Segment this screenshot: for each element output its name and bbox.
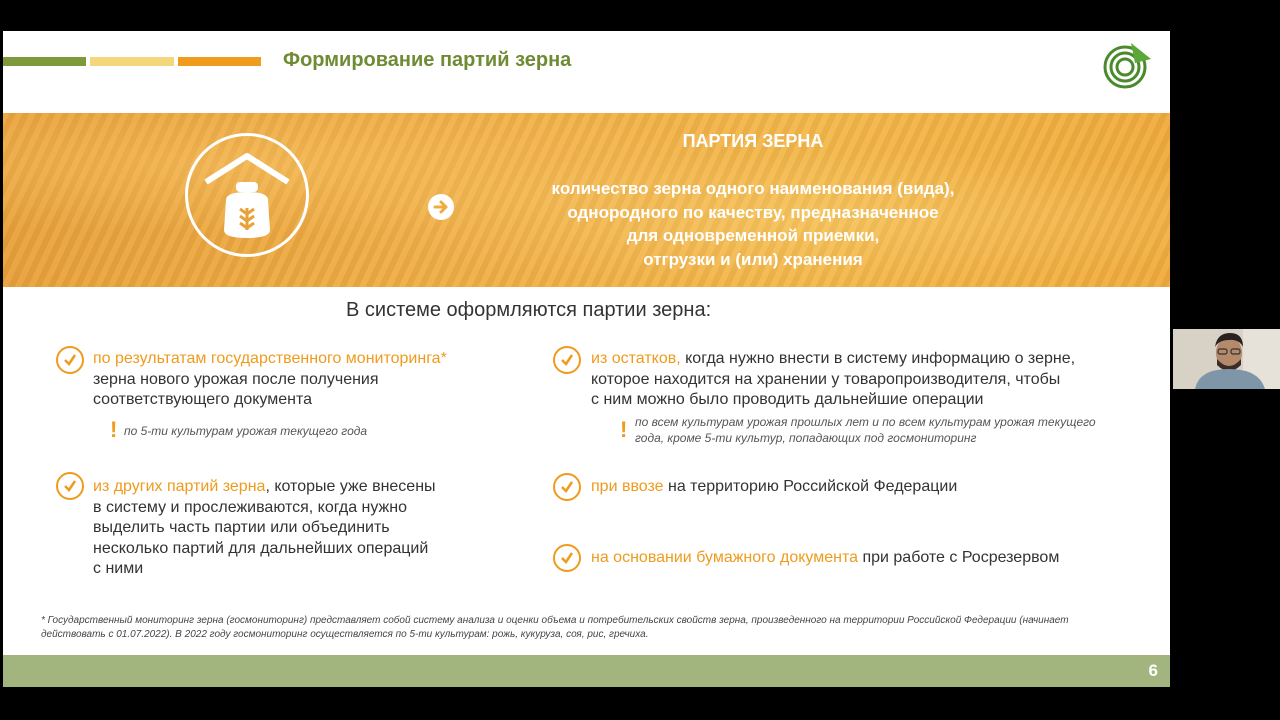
participant-video-thumbnail[interactable] (1173, 329, 1280, 389)
banner-heading: ПАРТИЯ ЗЕРНА (682, 131, 824, 151)
slide-footer-bar (3, 655, 1170, 687)
item-note (635, 414, 1096, 446)
checkmark-icon (553, 544, 581, 572)
presentation-slide (3, 31, 1170, 687)
slide-title: Формирование партий зерна (283, 49, 572, 71)
checkmark-icon (56, 472, 84, 500)
list-item-remains (591, 349, 1161, 411)
accent-bar-green (3, 57, 86, 66)
definition-line: отгрузки и (или) хранения (643, 249, 863, 269)
participant-avatar-icon (1173, 329, 1280, 389)
footnote-line: * Государственный мониторинг зерна (госмониторинг) представляет собой систему анализа и оценки объема и потребительских свойств зерна, произведенного на территории Российской Федерации (начинает (41, 615, 1069, 626)
item-text-line: которое находится на хранении у товаропроизводителя, чтобы (591, 370, 1061, 388)
company-logo-icon (1101, 39, 1153, 91)
note-line: по всем культурам урожая прошлых лет и по всем культурам урожая текущего (635, 415, 1096, 429)
item-text-line: несколько партий для дальнейших операций (93, 539, 429, 557)
item-highlight: при ввозе (591, 478, 664, 495)
checkmark-icon (553, 346, 581, 374)
accent-bar-orange (178, 57, 261, 66)
banner-definition-text (523, 177, 983, 271)
item-text: , которые уже внесены (265, 478, 436, 495)
footnote (41, 614, 1141, 642)
item-text-line: выделить часть партии или объединить (93, 519, 390, 536)
footnote-line: действовать с 01.07.2022). В 2022 году госмониторинг осуществляется по 5-ти культурам: рожь, кукуруза, соя, рис, гречиха. (41, 629, 649, 640)
checkmark-icon (56, 346, 84, 374)
exclamation-icon: ! (110, 417, 118, 442)
exclamation-icon: ! (620, 417, 628, 442)
item-text-line: соответствующего документа (93, 391, 312, 408)
page-number: 6 (1148, 661, 1158, 680)
item-text-line: в систему и прослеживаются, когда нужно (93, 498, 407, 516)
definition-line: для одновременной приемки, (626, 226, 880, 245)
item-text-line: с ним можно было проводить дальнейшие операции (591, 391, 984, 408)
definition-line: однородного по качеству, предназначенное (567, 202, 939, 222)
item-text: при работе с Росрезервом (858, 549, 1060, 566)
item-highlight: из других партий зерна (93, 478, 266, 495)
list-item-monitoring (93, 349, 513, 411)
item-text-line: с ними (93, 560, 144, 577)
section-subtitle: В системе оформляются партии зерна: (346, 299, 712, 321)
list-item-other-lots (93, 477, 513, 580)
accent-bar-yellow (90, 57, 174, 66)
item-highlight: по результатам государственного мониторинга* (93, 350, 447, 367)
list-item-import (591, 477, 957, 498)
item-text: на территорию Российской Федерации (663, 478, 958, 495)
note-line: года, кроме 5-ти культур, попадающих под госмониторинг (635, 431, 977, 445)
grain-sack-under-roof-icon (185, 133, 309, 257)
item-highlight: на основании бумажного документа (591, 549, 858, 566)
item-text-line: зерна нового урожая после получения (93, 370, 379, 388)
item-text: когда нужно внести в систему информацию о зерне, (680, 350, 1076, 367)
checkmark-icon (553, 473, 581, 501)
definition-banner (3, 113, 1170, 287)
arrow-right-circle-icon (428, 194, 454, 220)
item-note: по 5-ти культурам урожая текущего года (124, 424, 368, 438)
definition-line: количество зерна одного наименования (вида), (551, 179, 955, 198)
item-highlight: из остатков, (591, 350, 681, 367)
list-item-paper (591, 548, 1059, 569)
